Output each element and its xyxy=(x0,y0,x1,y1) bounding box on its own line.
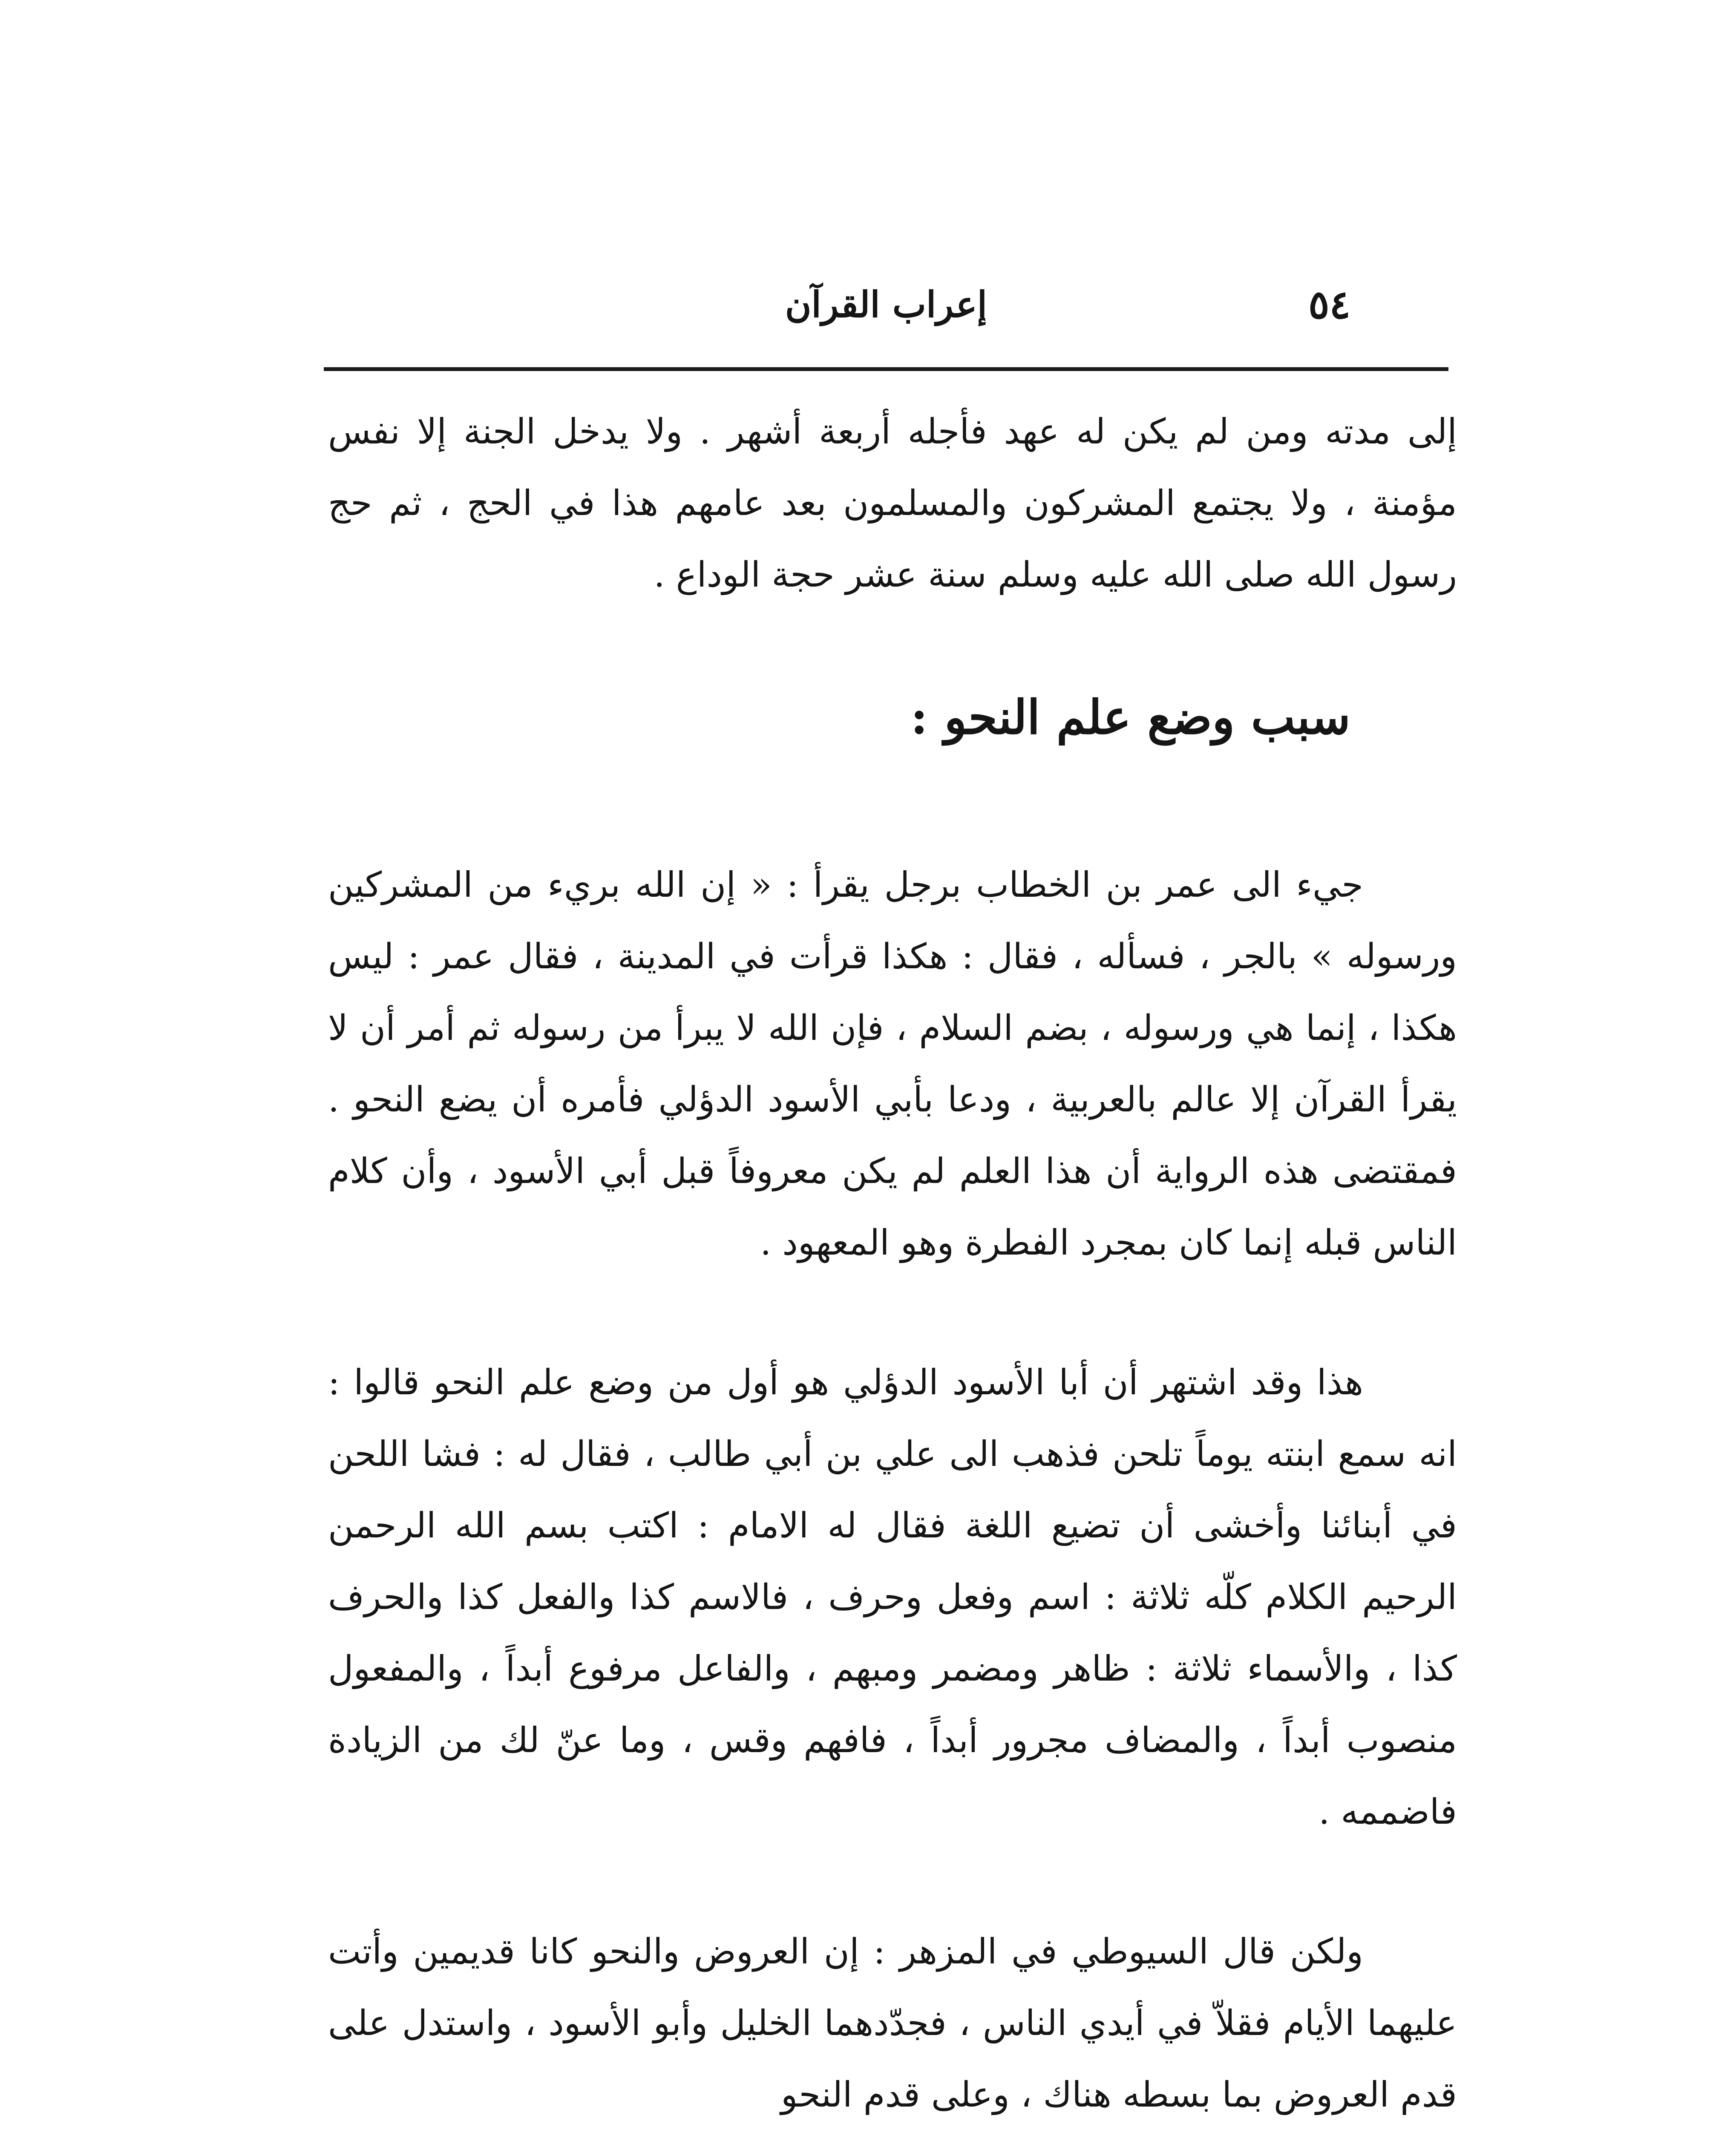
running-title: إعراب القرآن xyxy=(785,283,987,325)
header-rule xyxy=(324,367,1448,371)
page-body xyxy=(328,396,1457,2130)
page-number: ٥٤ xyxy=(1308,282,1350,328)
paragraph-continued: إلى مدته ومن لم يكن له عهد فأجله أربعة أشهر . ولا يدخل الجنة إلا نفس مؤمنة ، ولا يجتمع المشركون والمسلمون بعد عامهم هذا في الحج ، ثم حج رسول الله صلى الله عليه وسلم سنة عشر حجة الوداع . xyxy=(328,412,1457,595)
paragraph-2: هذا وقد اشتهر أن أبا الأسود الدؤلي هو أول من وضع علم النحو قالوا : انه سمع ابنته يوماً تلحن فذهب الى علي بن أبي طالب ، فقال له : فشا اللحن في أبنائنا وأخشى أن تضيع اللغة فقال له الامام : اكتب بسم الله الرحمن الرحيم الكلام كلّه ثلاثة : اسم وفعل وحرف ، فالاسم كذا والفعل كذا والحرف كذا ، والأسماء ثلاثة : ظاهر ومضمر ومبهم ، والفاعل مرفوع أبداً ، والمفعول منصوب أبداً ، والمضاف مجرور أبداً ، فافهم وقس ، وما عنّ لك من الزيادة فاضممه . xyxy=(328,1362,1457,1832)
section-heading: سبب وضع علم النحو : xyxy=(910,690,1350,745)
paragraph-1: جيء الى عمر بن الخطاب برجل يقرأ : « إن الله بريء من المشركين ورسوله » بالجر ، فسأله ، فقال : هكذا قرأت في المدينة ، فقال عمر : ليس هكذا ، إنما هي ورسوله ، بضم السلام ، فإن الله لا يبرأ من رسوله ثم أمر أن لا يقرأ القرآن إلا عالم بالعربية ، ودعا بأبي الأسود الدؤلي فأمره أن يضع النحو . فمقتضى هذه الرواية أن هذا العلم لم يكن معروفاً قبل أبي الأسود ، وأن كلام الناس قبله إنما كان بمجرد الفطرة وهو المعهود . xyxy=(328,865,1457,1263)
page-header xyxy=(324,273,1448,337)
paragraph-3: ولكن قال السيوطي في المزهر : إن العروض والنحو كانا قديمين وأتت عليهما الأيام فقلاّ في أيدي الناس ، فجدّدهما الخليل وأبو الأسود ، واستدل على قدم العروض بما بسطه هناك ، وعلى قدم النحو xyxy=(328,1931,1457,2115)
